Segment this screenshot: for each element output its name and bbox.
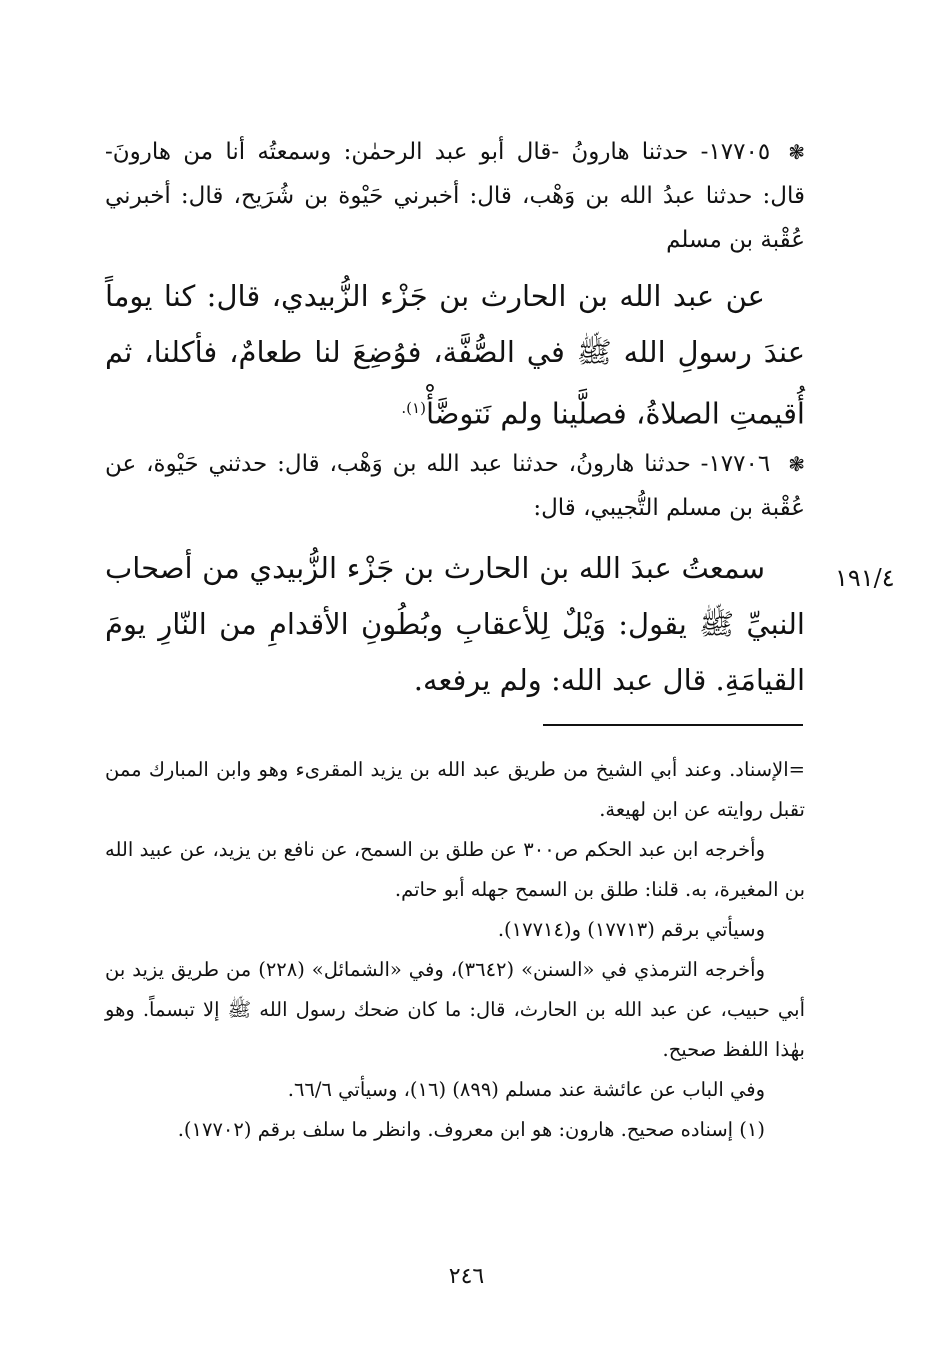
hadith-17706-isnad	[105, 442, 805, 530]
isnad-text: ١٧٧٠٥- حدثنا هارونُ -قال أبو عبد الرحمٰن: وسمعتُه أنا من هارونَ- قال: حدثنا عبدُ الله بن وَهْب، قال: أخبرني حَيْوة بن شُرَيح، قال: أخبرني عُقْبة بن مسلم	[105, 139, 805, 253]
footnote-continuation: =الإسناد. وعند أبي الشيخ من طريق عبد الله بن يزيد المقرىء وهو وابن المبارك ممن تقبل روايته عن ابن لهيعة.	[105, 758, 805, 821]
footnote-separator	[543, 724, 803, 726]
volume-page-ref: ١٩١/٤	[835, 564, 895, 592]
footnote-paragraph: وسيأتي برقم (١٧٧١٣) و(١٧٧١٤).	[497, 918, 765, 941]
footnote-ref: (١).	[401, 399, 426, 417]
matn-text: عن عبد الله بن الحارث بن جَزْء الزُّبيدي، قال: كنا يوماً عندَ رسولِ الله ﷺ في الصُّفَّة، فوُضِعَ لنا طعامٌ، فأكلنا، ثم أُقيمتِ الصلاةُ، فصلَّينا ولم نَتوضَّأْ	[105, 279, 805, 431]
hadith-17705-isnad	[105, 130, 805, 262]
footnote-1: (١) إسناده صحيح. هارون: هو ابن معروف. وانظر ما سلف برقم (١٧٧٠٢).	[177, 1118, 765, 1141]
page-number: ٢٤٦	[448, 1264, 485, 1289]
footnotes	[105, 750, 805, 1150]
star-ornament-icon: ❃	[788, 140, 805, 164]
matn-text: سمعتُ عبدَ الله بن الحارث بن جَزْء الزُّبيدي من أصحاب النبيِّ ﷺ يقول: وَيْلٌ لِلأعقابِ وبُطُونِ الأقدامِ من النّارِ يومَ القيامَةِ. قال عبد الله: ولم يرفعه.	[105, 551, 805, 697]
footnote-paragraph: وأخرجه الترمذي في «السنن» (٣٦٤٢)، وفي «الشمائل» (٢٢٨) من طريق يزيد بن أبي حبيب، عن عبد الله بن الحارث، قال: ما كان ضحك رسول الله ﷺ إلا تبسماً. وهو بهٰذا اللفظ صحيح.	[105, 958, 805, 1061]
isnad-text: ١٧٧٠٦- حدثنا هارونُ، حدثنا عبد الله بن وَهْب، قال: حدثني حَيْوة، عن عُقْبة بن مسلم التُّجيبي، قال:	[105, 451, 805, 521]
hadith-17706-matn	[105, 540, 805, 708]
hadith-17705-matn	[105, 268, 805, 442]
star-ornament-icon: ❃	[788, 452, 805, 476]
footnote-paragraph: وفي الباب عن عائشة عند مسلم (٨٩٩) (١٦)، وسيأتي ٦٦/٦.	[287, 1078, 765, 1101]
footnote-paragraph: وأخرجه ابن عبد الحكم ص٣٠٠ عن طلق بن السمح، عن نافع بن يزيد، عن عبيد الله بن المغيرة، به. قلنا: طلق بن السمح جهله أبو حاتم.	[105, 838, 805, 901]
